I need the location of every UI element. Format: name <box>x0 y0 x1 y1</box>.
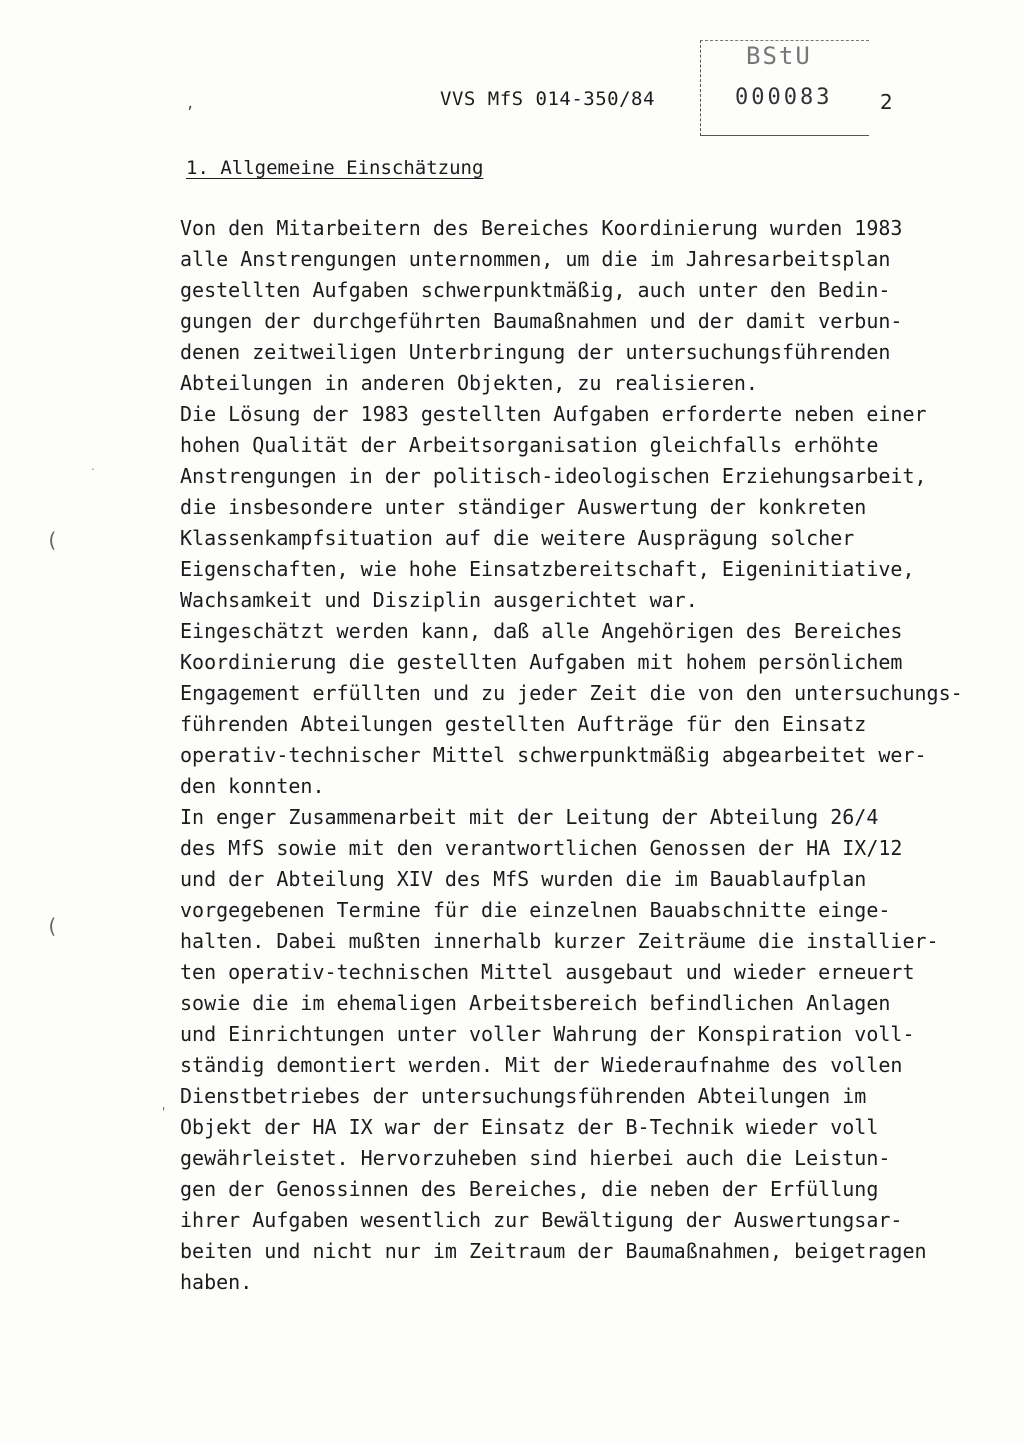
text-line: denen zeitweiligen Unterbringung der untersuchungsführenden <box>180 340 891 364</box>
text-line: den konnten. <box>180 774 325 798</box>
text-line: hohen Qualität der Arbeitsorganisation gleichfalls erhöhte <box>180 433 879 457</box>
text-line: sowie die im ehemaligen Arbeitsbereich befindlichen Anlagen <box>180 991 891 1015</box>
text-line: Wachsamkeit und Disziplin ausgerichtet war. <box>180 588 698 612</box>
text-line: Abteilungen in anderen Objekten, zu realisieren. <box>180 371 758 395</box>
text-line: ihrer Aufgaben wesentlich zur Bewältigung der Auswertungsar- <box>180 1208 903 1232</box>
text-line: führenden Abteilungen gestellten Aufträge für den Einsatz <box>180 712 867 736</box>
text-line: gestellten Aufgaben schwerpunktmäßig, auch unter den Bedin- <box>180 278 891 302</box>
text-line: Anstrengungen in der politisch-ideologischen Erziehungsarbeit, <box>180 464 927 488</box>
text-line: Koordinierung die gestellten Aufgaben mit hohem persönlichem <box>180 650 903 674</box>
text-line: gungen der durchgeführten Baumaßnahmen und der damit verbun- <box>180 309 903 333</box>
text-line: die insbesondere unter ständiger Auswertung der konkreten <box>180 495 867 519</box>
text-line: Objekt der HA IX war der Einsatz der B-Technik wieder voll <box>180 1115 879 1139</box>
text-line: beiten und nicht nur im Zeitraum der Baumaßnahmen, beigetragen <box>180 1239 927 1263</box>
text-line: Engagement erfüllten und zu jeder Zeit die von den untersuchungs- <box>180 681 963 705</box>
text-line: alle Anstrengungen unternommen, um die im Jahresarbeitsplan <box>180 247 891 271</box>
page-number: 2 <box>880 90 893 114</box>
text-line: und Einrichtungen unter voller Wahrung der Konspiration voll- <box>180 1022 915 1046</box>
text-line: gewährleistet. Hervorzuheben sind hierbei auch die Leistun- <box>180 1146 891 1170</box>
text-line: des MfS sowie mit den verantwortlichen Genossen der HA IX/12 <box>180 836 903 860</box>
body-paragraphs <box>180 213 1000 1298</box>
section-heading: 1. Allgemeine Einschätzung <box>186 157 484 179</box>
text-line: Die Lösung der 1983 gestellten Aufgaben erforderte neben einer <box>180 402 927 426</box>
stamp-number: 000083 <box>735 85 833 110</box>
punch-hole-mark: ( <box>46 528 59 552</box>
margin-dot: . <box>90 462 97 473</box>
text-line: Klassenkampfsituation auf die weitere Ausprägung solcher <box>180 526 855 550</box>
text-line: Von den Mitarbeitern des Bereiches Koordinierung wurden 1983 <box>180 216 903 240</box>
text-line: ten operativ-technischen Mittel ausgebaut und wieder erneuert <box>180 960 915 984</box>
text-line: Eigenschaften, wie hohe Einsatzbereitschaft, Eigeninitiative, <box>180 557 915 581</box>
text-line: haben. <box>180 1270 253 1294</box>
text-line: und der Abteilung XIV des MfS wurden die im Bauablaufplan <box>180 867 867 891</box>
text-line: Dienstbetriebes der untersuchungsführenden Abteilungen im <box>180 1084 867 1108</box>
document-reference: VVS MfS 014-350/84 <box>440 88 655 110</box>
text-line: ständig demontiert werden. Mit der Wiederaufnahme des vollen <box>180 1053 903 1077</box>
text-line: operativ-technischer Mittel schwerpunktmäßig abgearbeitet wer- <box>180 743 927 767</box>
text-line: halten. Dabei mußten innerhalb kurzer Zeiträume die installier- <box>180 929 939 953</box>
stamp-label: BStU <box>746 42 812 70</box>
margin-dot: ' <box>160 1105 168 1119</box>
text-line: Eingeschätzt werden kann, daß alle Angehörigen des Bereiches <box>180 619 903 643</box>
margin-tick-mark: , <box>186 96 195 112</box>
text-line: In enger Zusammenarbeit mit der Leitung der Abteilung 26/4 <box>180 805 879 829</box>
text-line: gen der Genossinnen des Bereiches, die neben der Erfüllung <box>180 1177 879 1201</box>
text-line: vorgegebenen Termine für die einzelnen Bauabschnitte einge- <box>180 898 891 922</box>
punch-hole-mark: ( <box>46 914 59 938</box>
